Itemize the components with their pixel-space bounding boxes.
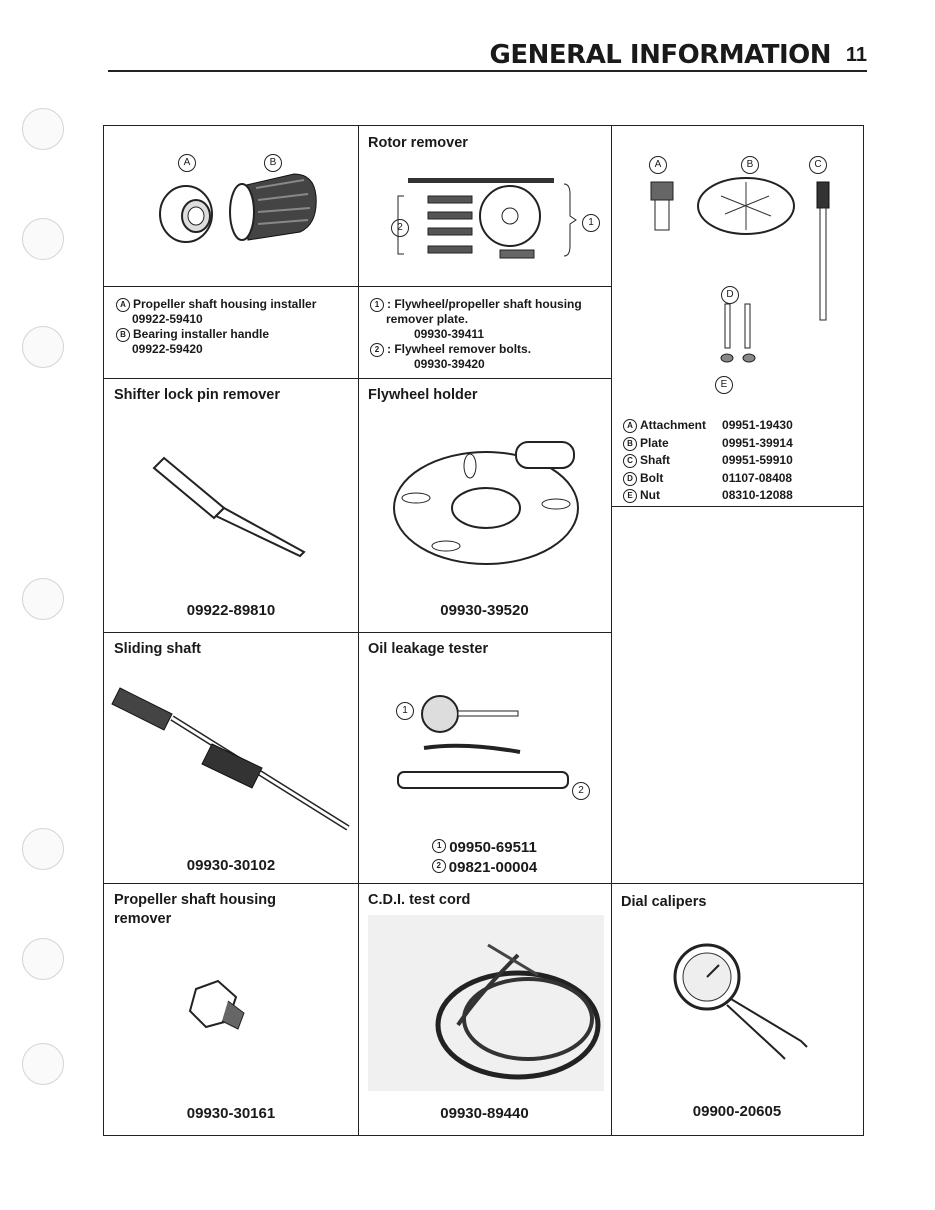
parts-row [623, 418, 807, 434]
bullet-1: 1 [370, 298, 384, 312]
installer-illustration [144, 166, 334, 276]
label-a: A [178, 154, 196, 172]
caption-b-name: Bearing installer handle [133, 327, 270, 341]
part-letter: C [623, 454, 637, 468]
cell-rotor-remover [358, 126, 611, 378]
bullet-2: 2 [370, 343, 384, 357]
label-c: C [809, 156, 827, 174]
part-name: Nut [640, 488, 660, 502]
part-name: Bolt [640, 470, 664, 485]
bullet-a: A [116, 298, 130, 312]
cell-attachment-kit [611, 126, 863, 506]
cell-sliding-shaft [104, 632, 358, 883]
tool-title [114, 891, 276, 929]
caption-2-name: : Flywheel remover bolts. [387, 342, 532, 356]
caption-1-part: 09930-39411 [414, 327, 485, 341]
tool-title: Sliding shaft [114, 641, 201, 657]
cell-oil-leakage-tester [358, 632, 611, 883]
tool-title: Dial calipers [621, 894, 707, 910]
part-name: Plate [640, 435, 669, 450]
label-2: 2 [572, 782, 590, 800]
label-a: A [649, 156, 667, 174]
oil-tester-illustration [394, 690, 584, 810]
binder-hole [22, 828, 64, 870]
label-d: D [721, 286, 739, 304]
label-b: B [741, 156, 759, 174]
caption-1-name-cont: remover plate. [386, 312, 469, 326]
label-b: B [264, 154, 282, 172]
part-letter: E [623, 489, 637, 503]
tool-title: Shifter lock pin remover [114, 387, 280, 403]
sliding-shaft-illustration [112, 678, 352, 838]
pin-remover-illustration [154, 448, 314, 558]
cell-dial-calipers [611, 883, 863, 1135]
part-name: Attachment [640, 418, 707, 432]
part-number: 09922-89810 [186, 602, 276, 619]
page-number: 11 [845, 44, 867, 66]
part-number: 09951-59910 [722, 453, 793, 467]
part-number: 09930-30161 [186, 1105, 276, 1122]
caption-a-name: Propeller shaft housing installer [133, 297, 317, 311]
part-number: 09900-20605 [692, 1103, 782, 1120]
tool-table [103, 125, 864, 1136]
binder-hole [22, 218, 64, 260]
cell-flywheel-holder [358, 378, 611, 632]
caption-a-part: 09922-59410 [132, 312, 203, 326]
label-1: 1 [396, 702, 414, 720]
binder-hole [22, 108, 64, 150]
part-number: 09951-19430 [722, 418, 793, 432]
dial-calipers-illustration [661, 943, 831, 1063]
label-2: 2 [391, 219, 409, 237]
tool-title: Oil leakage tester [368, 641, 489, 657]
binder-hole [22, 1043, 64, 1085]
section-title: GENERAL INFORMATION [489, 40, 831, 70]
caption-1-name: : Flywheel/propeller shaft housing [387, 297, 582, 311]
oil-tester-parts [358, 838, 611, 878]
part-number: 08310-12088 [722, 488, 793, 502]
attachment-kit-illustration [641, 176, 851, 386]
cell-shifter-lock-pin-remover [104, 378, 358, 632]
parts-row [623, 471, 807, 487]
parts-list [621, 416, 809, 506]
part-number: 01107-08408 [722, 470, 793, 485]
part-letter: A [623, 419, 637, 433]
part-number: 09930-30102 [186, 857, 276, 874]
cdi-cord-illustration [368, 915, 604, 1091]
tool-title: Flywheel holder [368, 387, 478, 403]
part-number-1: 09950-69511 [449, 839, 537, 856]
part-number: 09930-89440 [440, 1105, 529, 1122]
part-letter: D [623, 472, 637, 486]
cell-installer [104, 126, 358, 378]
parts-row [623, 436, 807, 452]
part-number-2: 09821-00004 [448, 859, 538, 876]
binder-hole [22, 326, 64, 368]
flywheel-holder-illustration [386, 438, 586, 568]
part-letter: B [623, 437, 637, 451]
parts-row [623, 453, 807, 469]
label-e: E [715, 376, 733, 394]
page-header [108, 38, 867, 72]
part-number: 09951-39914 [722, 435, 793, 450]
tool-title: Rotor remover [368, 135, 468, 151]
rotor-remover-illustration [388, 174, 598, 274]
label-1: 1 [582, 214, 600, 232]
binder-hole [22, 578, 64, 620]
parts-row [623, 488, 807, 504]
caption-2-part: 09930-39420 [414, 357, 485, 371]
housing-remover-illustration [188, 977, 248, 1037]
part-number: 09930-39520 [440, 602, 529, 619]
bullet-1: 1 [432, 839, 446, 853]
installer-caption [116, 297, 356, 357]
title-line-1: Propeller shaft housing [114, 892, 276, 908]
caption-b-part: 09922-59420 [132, 342, 203, 356]
rotor-remover-caption [370, 297, 610, 372]
binder-hole [22, 938, 64, 980]
title-line-2: remover [114, 911, 172, 927]
cell-cdi-test-cord [358, 883, 611, 1135]
part-name: Shaft [640, 453, 670, 467]
bullet-2: 2 [432, 859, 446, 873]
cell-propeller-housing-remover [104, 883, 358, 1135]
divider [611, 506, 863, 507]
bullet-b: B [116, 328, 130, 342]
tool-title: C.D.I. test cord [368, 892, 471, 908]
